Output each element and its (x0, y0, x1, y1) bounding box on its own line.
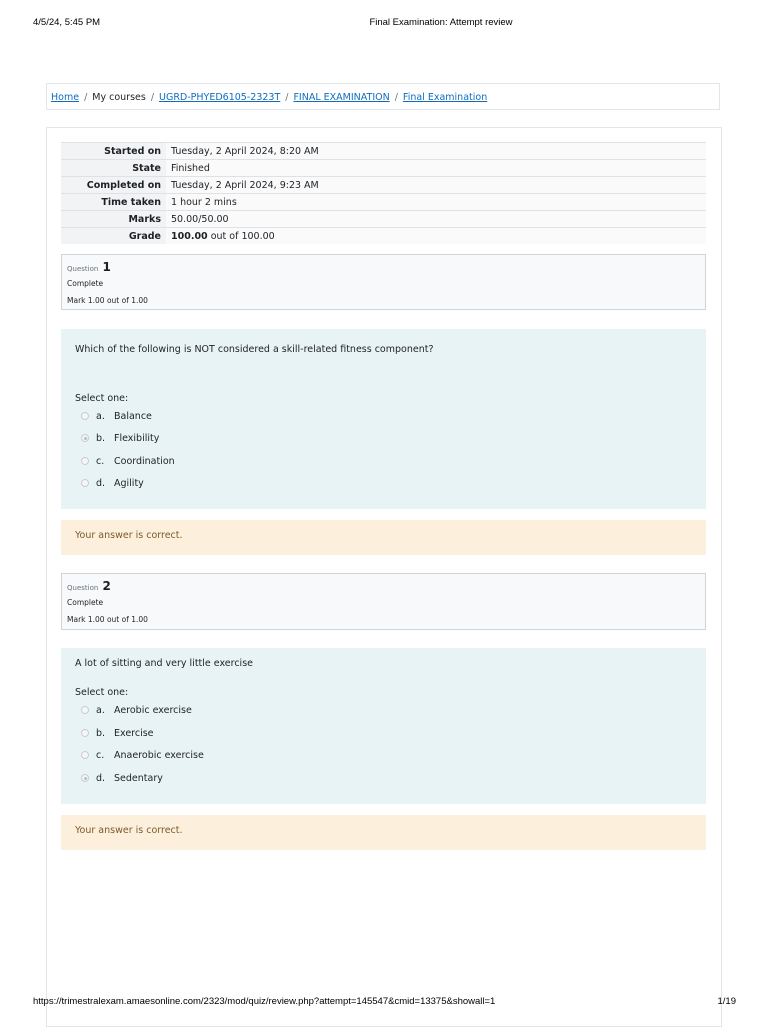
question-1-info (61, 254, 706, 310)
summary-row (61, 211, 706, 228)
option-text: Balance (114, 410, 152, 422)
print-page-number: 1/19 (717, 996, 736, 1007)
question-number: 1 (102, 260, 111, 274)
breadcrumb-quiz-link[interactable]: Final Examination (402, 92, 488, 103)
radio-button-selected[interactable] (81, 434, 89, 442)
breadcrumb-course-link[interactable]: UGRD-PHYED6105-2323T (159, 92, 281, 103)
summary-row (61, 228, 706, 245)
radio-button[interactable] (81, 412, 89, 420)
print-footer (0, 996, 768, 1008)
question-state: Complete (67, 279, 104, 288)
question-label: Question (67, 265, 99, 273)
answer-option[interactable] (81, 748, 204, 762)
summary-label: Time taken (61, 194, 166, 211)
feedback-text: Your answer is correct. (75, 530, 183, 541)
radio-button[interactable] (81, 729, 89, 737)
summary-label: Started on (61, 143, 166, 160)
option-letter: d. (96, 477, 106, 489)
attempt-summary-table (61, 142, 706, 244)
summary-label: Grade (61, 228, 166, 245)
radio-button[interactable] (81, 751, 89, 759)
question-mark: Mark 1.00 out of 1.00 (67, 615, 148, 624)
question-text: A lot of sitting and very little exercise (75, 658, 253, 669)
select-one-prompt: Select one: (75, 393, 129, 404)
question-1-content (61, 329, 706, 509)
radio-button[interactable] (81, 706, 89, 714)
grade-out-of: out of 100.00 (207, 230, 275, 242)
question-text: Which of the following is NOT considered a skill-related fitness component? (75, 344, 434, 355)
option-letter: b. (96, 727, 106, 739)
option-text: Coordination (114, 455, 175, 467)
breadcrumb-home-link[interactable]: Home (51, 92, 80, 103)
breadcrumb-separator: / (150, 92, 155, 103)
option-text: Anaerobic exercise (114, 749, 204, 761)
question-mark: Mark 1.00 out of 1.00 (67, 296, 148, 305)
option-letter: a. (96, 410, 105, 422)
radio-button[interactable] (81, 479, 89, 487)
summary-value: Finished (166, 160, 706, 177)
breadcrumb-separator: / (285, 92, 289, 103)
option-text: Sedentary (114, 772, 163, 784)
question-2-info (61, 573, 706, 630)
answer-option[interactable] (81, 431, 159, 445)
question-label: Question (67, 584, 99, 592)
radio-button-selected[interactable] (81, 774, 89, 782)
summary-row (61, 177, 706, 194)
question-state: Complete (67, 598, 104, 607)
summary-label: Marks (61, 211, 166, 228)
breadcrumb-my-courses: My courses (92, 92, 146, 103)
question-number: 2 (102, 579, 111, 593)
print-datetime: 4/5/24, 5:45 PM (33, 17, 101, 28)
print-url: https://trimestralexam.amaesonline.com/2323/mod/quiz/review.php?attempt=145547&cmid=13375&showall=1 (33, 996, 496, 1007)
summary-label: State (61, 160, 166, 177)
answer-option[interactable] (81, 726, 154, 740)
answer-option[interactable] (81, 703, 192, 717)
grade-value: 100.00 (171, 230, 208, 242)
feedback-text: Your answer is correct. (75, 825, 183, 836)
print-header (0, 17, 768, 29)
breadcrumb-separator: / (84, 92, 88, 103)
summary-value: Tuesday, 2 April 2024, 8:20 AM (166, 143, 706, 160)
answer-option[interactable] (81, 409, 152, 423)
answer-option[interactable] (81, 771, 163, 785)
question-1-feedback (61, 520, 706, 555)
summary-value (166, 228, 706, 245)
summary-label: Completed on (61, 177, 166, 194)
breadcrumb-section-link[interactable]: FINAL EXAMINATION (293, 92, 390, 103)
answer-option[interactable] (81, 476, 144, 490)
select-one-prompt: Select one: (75, 687, 129, 698)
summary-row (61, 160, 706, 177)
breadcrumb (46, 83, 720, 110)
option-letter: c. (96, 749, 105, 761)
question-2-feedback (61, 815, 706, 850)
option-text: Flexibility (114, 432, 160, 444)
option-text: Agility (114, 477, 144, 489)
summary-row (61, 143, 706, 160)
radio-button[interactable] (81, 457, 89, 465)
option-text: Exercise (114, 727, 154, 739)
summary-value: 1 hour 2 mins (166, 194, 706, 211)
summary-value: Tuesday, 2 April 2024, 9:23 AM (166, 177, 706, 194)
option-letter: b. (96, 432, 106, 444)
summary-value: 50.00/50.00 (166, 211, 706, 228)
question-2-content (61, 648, 706, 804)
print-title: Final Examination: Attempt review (369, 17, 513, 28)
option-letter: c. (96, 455, 105, 467)
answer-option[interactable] (81, 454, 175, 468)
option-letter: d. (96, 772, 106, 784)
summary-row (61, 194, 706, 211)
option-letter: a. (96, 704, 105, 716)
breadcrumb-separator: / (394, 92, 398, 103)
option-text: Aerobic exercise (114, 704, 192, 716)
